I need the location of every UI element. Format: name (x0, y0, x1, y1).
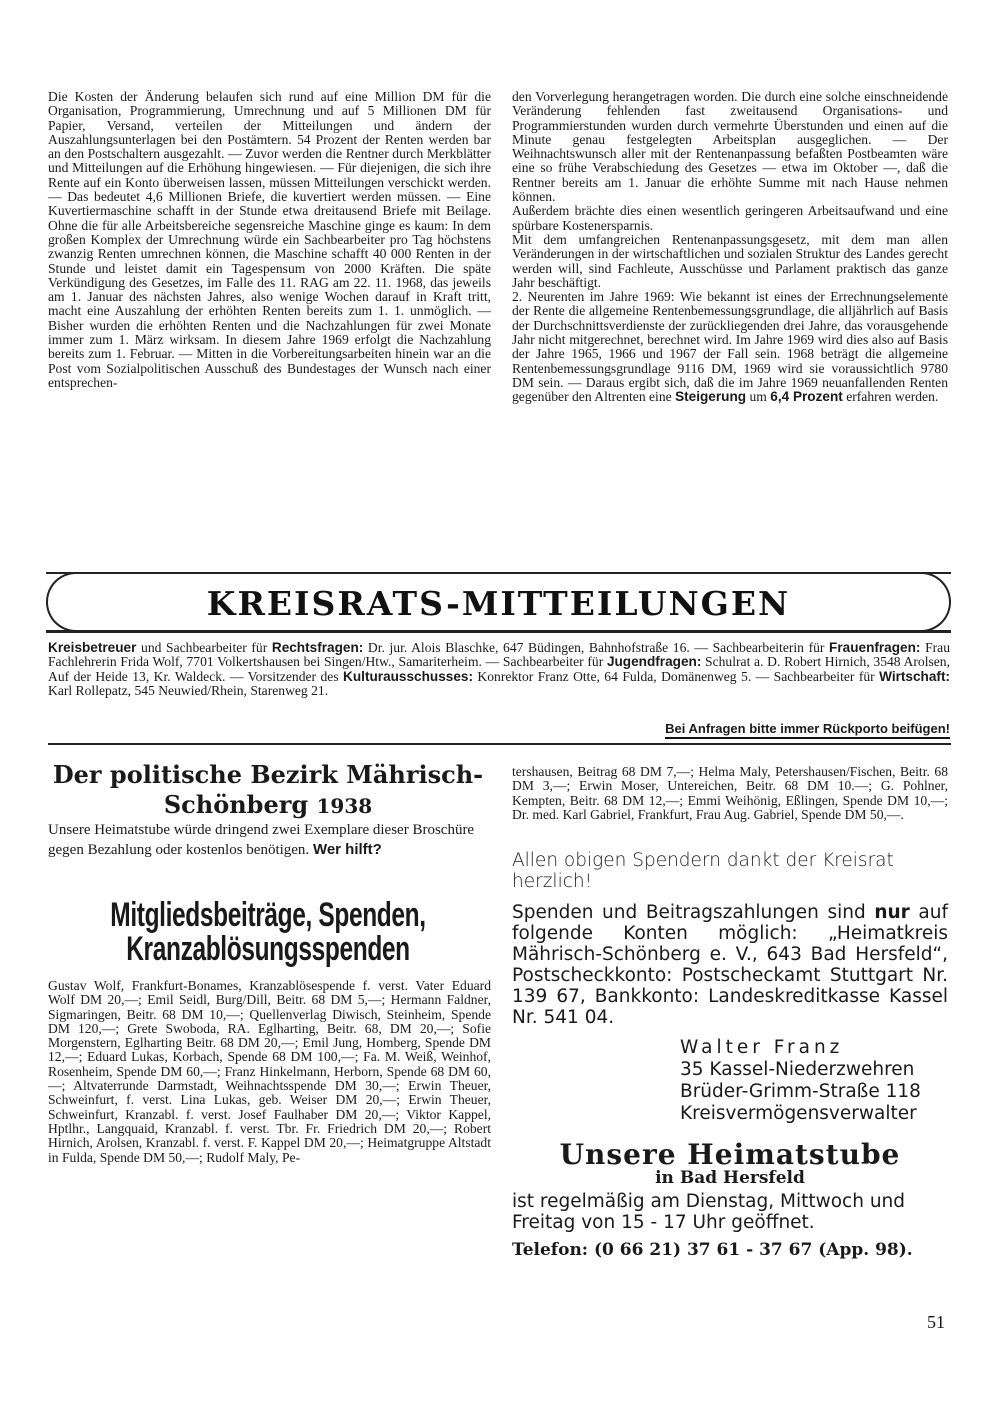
article-paragraph-neurenten: 2. Neurenten im Jahre 1969: Wie bekannt ist eines der Errechnungselemente der Rente die allgemeine Rentenbemessungsgrundlage, die alljährlich auf Basis der Durchschnittsverdienste der zurückliegenden drei Jahre, das vorausgehende Jahr nicht mitgerechnet, berechnet wird. Im Jahre 1969 wird dies also auf Basis der Jahre 1965, 1966 und 1967 der Fall sein. 1968 beträgt die allgemeine Rentenbemessungsgrundlage 9116 DM, 1969 wird sie voraussichtlich 9780 DM sein. — Daraus ergibt sich, daß die im Jahre 1969 neuanfallenden Renten gegenüber den Altrenten eine Steigerung um 6,4 Prozent erfahren werden. (512, 289, 948, 405)
bezirk-question: Wer hilft? (312, 841, 382, 858)
contact-label: Kreisbetreuer (48, 640, 137, 655)
heimatstube-phone: Telefon: (0 66 21) 37 61 - 37 67 (App. 98). (512, 1240, 913, 1260)
signature (680, 1037, 960, 1125)
banner-title: KREISRATS-MITTEILUNGEN (206, 584, 791, 623)
contact-label: Wirtschaft: (879, 668, 950, 684)
article-column-left (48, 90, 491, 390)
spenden-list: Gustav Wolf, Frankfurt-Bonames, Kranzablösespende f. verst. Vater Eduard Wolf DM 20,—; Emil Seidl, Burg/Dill, Beitr. 68 DM 5,—; Hermann Faldner, Sigmaringen, Beitr. 68 DM 10,—; Quellenverlag Diwisch, Steinheim, Spende DM 120,—; Grete Swoboda, RA. Eglharting, Beitr. 68, DM 20,—; Sofie Morgenstern, Eglharting Beitr. 68 DM 20,—; Emil Jung, Homberg, Spende DM 12,—; Eduard Lukas, Korbach, Spende 68 DM 100,—; Fa. M. Weiß, Weinhof, Rosenheim, Spende DM 60,—; Franz Hinkelmann, Herborn, Spende 68 DM 60,—; Altvaterrunde Darmstadt, Weihnachtsspende DM 30,—; Erwin Theuer, Schweinfurt, f. verst. Lina Lukas, geb. Weiser DM 20,—; Erwin Theuer, Schweinfurt, Kranzabl. f. verst. Josef Faulhaber DM 20,—; Viktor Kappel, Hptlhr., Langquaid, Kranzabl. f. verst. Tbr. Fr. Friedrich DM 20,—; Robert Hirnich, Arolsen, Kranzabl. f. verst. F. Kappel DM 20,—; Heimatgruppe Altstadt in Fulda, Spende DM 50,—; Rudolf Maly, Pe- (48, 978, 491, 1165)
contact-label: Frauenfragen: (829, 640, 921, 655)
steigerung-word: Steigerung (675, 389, 747, 405)
signature-name: Walter Franz (680, 1037, 844, 1058)
article-text-left: Die Kosten der Änderung belaufen sich rund auf eine Million DM für die Organisation, Programmierung, Umrechnung und auf 5 Millionen DM für Papier, Versand, verteilen der Mitteilungen und ändern der Auszahlungsunterlagen bei den Postämtern. 54 Prozent der Renten werden bar an den Postschaltern ausgezahlt. — Zuvor werden die Rentner durch Merkblätter und Mitteilungen auf die Erhöhung hingewiesen. — Für diejenigen, die sich ihre Rente auf ein Konto überweisen lassen, müssen Mitteilungen verschickt werden. — Das bedeutet 4,6 Millionen Briefe, die kuvertiert werden müssen. — Eine Kuvertiermaschine schafft in der Stunde etwa dreitausend Briefe mit Beilage. Ohne die für alle Arbeitsbereiche segensreiche Maschine ginge es kaum: In dem großen Komplex der Umrechnung würde ein Sachbearbeiter pro Tag höchstens zwanzig Renten umrechnen können, die Maschine schafft 40 000 Renten in der Stunde und leistet damit ein Tagespensum von 2000 Kräften. Die späte Verkündigung des Gesetzes, im Falle des 11. RAG am 22. 11. 1968, das jeweils am 1. Januar des nächsten Jahres, also wenige Wochen darauf in Kraft tritt, macht eine Auszahlung der erhöhten Renten bereits zum 1. 1. unmöglich. — Bisher wurden die erhöhten Renten und die Nachzahlungen für zwei Monate immer zum 1. März wirksam. In diesem Jahre 1969 erfolgt die Nachzahlung bereits zum 1. Februar. — Mitten in die Vorbereitungsarbeiten hinein war an die Post vom Sozialpolitischen Ausschuß des Bundestages der Wunsch nach einer entsprechen- (48, 89, 491, 390)
article-paragraph: Mit dem umfangreichen Rentenanpassungsgesetz, mit dem man allen Veränderungen in der wirtschaftlichen und sozialen Struktur des Landes gerecht werden will, sind Fachleute, Ausschüsse und Parlament praktisch das ganze Jahr beschäftigt. (512, 231, 948, 290)
signature-address: Brüder-Grimm-Straße 118 (680, 1081, 921, 1102)
signature-role: Kreisvermögensverwalter (680, 1103, 917, 1124)
contact-label: Kulturausschusses: (343, 668, 473, 684)
nur-word: nur (874, 902, 910, 923)
heimatstube-subtitle: in Bad Hersfeld (655, 1168, 805, 1188)
page-number: 51 (927, 1312, 945, 1332)
bezirk-title: Der politische Bezirk Mährisch-Schönberg 1938 (52, 760, 484, 819)
spenden-list-continued: tershausen, Beitrag 68 DM 7,—; Helma Maly, Petershausen/Fischen, Beitr. 68 DM 3,—; Erwin Moser, Untereichen, Beitr. 68 DM 10.—; G. Pohlner, Kempten, Beitr. 68 DM 12,—; Emmi Weihönig, Eßlingen, Spende DM 10,—; Dr. med. Karl Gabriel, Frankfurt, Frau Aug. Gabriel, Spende DM 50,—. (512, 764, 948, 822)
kreisrats-banner (46, 572, 951, 633)
heimatstube-title: Unsere Heimatstube (559, 1138, 901, 1171)
divider (48, 743, 951, 745)
article-column-right (512, 90, 948, 405)
rueckporto-note: Bei Anfragen bitte immer Rückporto beifügen! (665, 721, 950, 739)
signature-address: 35 Kassel-Niederzwehren (680, 1059, 915, 1080)
spenden-title: Mitgliedsbeiträge, Spenden, Kranzablösungsspenden (110, 896, 426, 968)
article-paragraph: den Vorverlegung herangetragen worden. Die durch eine solche einschneidende Veränderung fehlenden fast zweitausend Organisations- und Programmierstunden wurden durch vermehrte Überstunden und einen auf die Minute genau festgelegten Arbeitsplan ausgeglichen. — Der Weihnachtswunsch aller mit der Rentenanpassung befaßten Postbeamten wäre eine so frühe Verabschiedung des Gesetzes — etwa im Oktober —, daß die Rentner bereits am 1. Januar die erhöhte Summe mit nach Hause nehmen können. (512, 89, 948, 205)
article-paragraph: Außerdem brächte dies einen wesentlich geringeren Arbeitsaufwand und eine spürbare Kostenersparnis. (512, 203, 948, 233)
bezirk-year: 1938 (316, 794, 373, 818)
contact-label: Jugendfragen: (606, 654, 702, 670)
bezirk-text: Unsere Heimatstube würde dringend zwei Exemplare dieser Broschüre gegen Bezahlung oder kostenlos benötigen. Wer hilft? (48, 822, 475, 858)
contact-label: Rechtsfragen: (271, 640, 364, 655)
dank-text: Allen obigen Spendern dankt der Kreisrat herzlich! (512, 850, 894, 892)
payment-info: Spenden und Beitragszahlungen sind nur auf folgende Konten möglich: „Heimatkreis Mährisch-Schönberg e. V., 643 Bad Hersfeld“, Postscheckkonto: Postscheckamt Stuttgart Nr. 139 67, Bankkonto: Landeskreditkasse Kassel Nr. 541 04. (512, 902, 948, 1028)
kreisrats-contacts: Kreisbetreuer und Sachbearbeiter für Rechtsfragen: Dr. jur. Alois Blaschke, 647 Büdingen, Bahnhofstraße 16. — Sachbearbeiterin für Frauenfragen: Frau Fachlehrerin Frida Wolf, 7701 Volkertshausen bei Singen/Htw., Samariterheim. — Sachbearbeiter für Jugendfragen: Schulrat a. D. Robert Hirnich, 3548 Arolsen, Auf der Heide 13, Kr. Waldeck. — Vorsitzender des Kulturausschusses: Konrektor Franz Otte, 64 Fulda, Domänenweg 5. — Sachbearbeiter für Wirtschaft: Karl Rollepatz, 545 Neuwied/Rhein, Starenweg 21. (48, 640, 950, 698)
steigerung-percent: 6,4 Prozent (770, 389, 843, 405)
heimatstube-hours: ist regelmäßig am Dienstag, Mittwoch und Freitag von 15 - 17 Uhr geöffnet. (512, 1191, 906, 1233)
